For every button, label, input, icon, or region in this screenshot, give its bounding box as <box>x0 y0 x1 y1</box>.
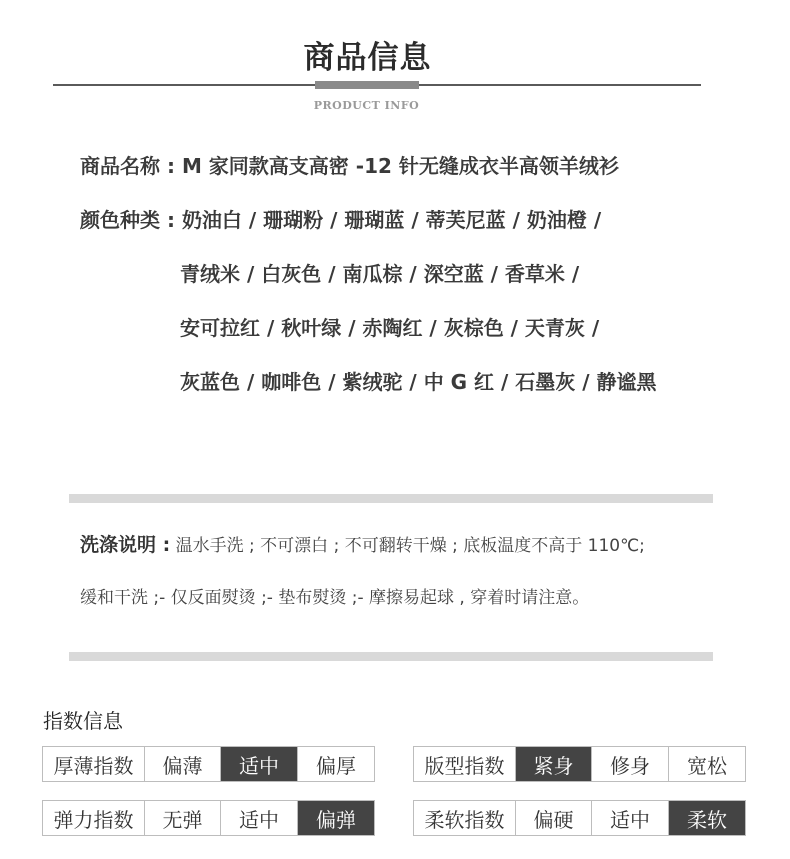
softness-option: 适中 <box>592 801 669 836</box>
thickness-index-table <box>42 746 375 782</box>
elasticity-option: 无弹 <box>145 801 221 836</box>
softness-index-table <box>413 800 746 836</box>
thickness-index-label: 厚薄指数 <box>43 747 145 782</box>
colors-label: 颜色种类 : <box>80 208 175 232</box>
colors-line-3: 安可拉红 / 秋叶绿 / 赤陶红 / 灰棕色 / 天青灰 / <box>180 316 600 340</box>
elasticity-option: 适中 <box>221 801 298 836</box>
thickness-option-selected: 适中 <box>221 747 298 782</box>
colors-line-4: 灰蓝色 / 咖啡色 / 紫绒驼 / 中 G 红 / 石墨灰 / 静谧黑 <box>180 370 657 394</box>
colors-row <box>80 204 601 233</box>
product-name-row <box>80 150 619 179</box>
elasticity-index-table <box>42 800 375 836</box>
colors-line-2: 青绒米 / 白灰色 / 南瓜棕 / 深空蓝 / 香草米 / <box>180 262 580 286</box>
fit-option: 修身 <box>592 747 669 782</box>
fit-index-label: 版型指数 <box>414 747 516 782</box>
thickness-index-row <box>43 747 375 782</box>
index-title: 指数信息 <box>43 709 123 733</box>
product-name-label: 商品名称 : <box>80 154 175 178</box>
softness-index-row <box>414 801 746 836</box>
washing-line-1 <box>80 530 645 557</box>
washing-line-2: 缓和干洗 ;- 仅反面熨烫 ;- 垫布熨烫 ;- 摩擦易起球 , 穿着时请注意。 <box>80 588 590 608</box>
elasticity-index-label: 弹力指数 <box>43 801 145 836</box>
title-accent-bar <box>315 81 419 89</box>
softness-index-label: 柔软指数 <box>414 801 516 836</box>
elasticity-index-row <box>43 801 375 836</box>
fit-index-row <box>414 747 746 782</box>
thickness-option: 偏薄 <box>145 747 221 782</box>
washing-label: 洗涤说明 : <box>80 534 171 556</box>
thickness-option: 偏厚 <box>298 747 375 782</box>
page-title: 商品信息 <box>303 40 432 76</box>
product-name-value: M 家同款高支高密 -12 针无缝成衣半高领羊绒衫 <box>181 154 619 178</box>
fit-option: 宽松 <box>669 747 746 782</box>
colors-line-1: 奶油白 / 珊瑚粉 / 珊瑚蓝 / 蒂芙尼蓝 / 奶油橙 / <box>181 208 602 232</box>
elasticity-option-selected: 偏弹 <box>298 801 375 836</box>
section-divider-top <box>69 494 713 503</box>
fit-option-selected: 紧身 <box>516 747 592 782</box>
section-divider-bottom <box>69 652 713 661</box>
washing-text-1: 温水手洗 ; 不可漂白 ; 不可翻转干燥 ; 底板温度不高于 110℃; <box>175 536 645 556</box>
softness-option: 偏硬 <box>516 801 592 836</box>
softness-option-selected: 柔软 <box>669 801 746 836</box>
fit-index-table <box>413 746 746 782</box>
page-subtitle: PRODUCT INFO <box>313 99 420 112</box>
